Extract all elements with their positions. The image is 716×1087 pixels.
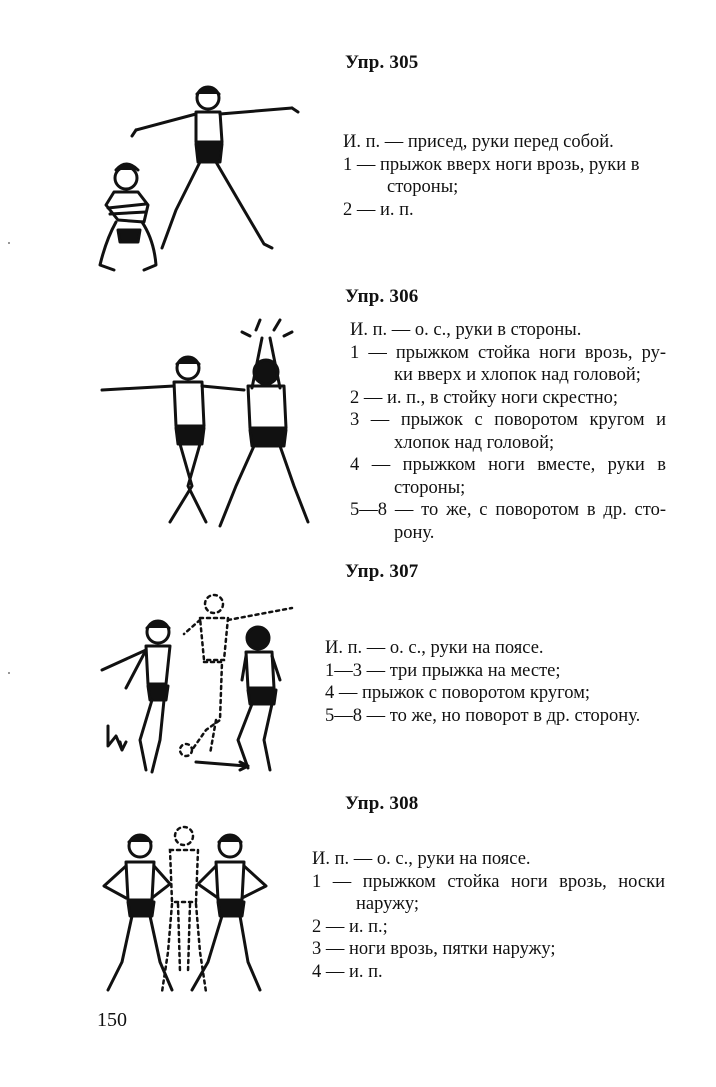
description-line: хлопок над головой; [394,432,555,453]
description-line: ки вверх и хлопок над головой; [394,365,641,385]
description-line: наружу; [356,894,420,914]
description-line: 3 — прыжок с поворотом кругом и [350,410,666,430]
description-line: И. п. — о. с., руки в стороны. [350,320,582,340]
scan-speck [8,242,10,244]
exercise-308-description [312,848,665,983]
description-line: 2 — и. п., в стойку ноги скрестно; [350,387,619,408]
exercise-307-heading: Упр. 307 [345,561,419,582]
exercise-308-heading: Упр. 308 [345,793,419,814]
description-line: 5—8 — то же, с поворотом в др. сто- [350,500,666,520]
exercise-305-figure [96,80,306,280]
exercise-306-heading: Упр. 306 [345,286,419,307]
description-line: 4 — и. п. [312,961,383,982]
exercise-306-description [350,319,666,544]
description-line: 1 — прыжок вверх ноги врозь, руки в [343,154,640,175]
description-line: 1 — прыжком стойка ноги врозь, ру- [350,342,666,363]
feet-position-figures-icon [96,822,286,1002]
clapping-figures-icon [96,316,326,536]
description-line: рону. [394,522,435,543]
description-line: 2 — и. п.; [312,916,388,937]
page-number: 150 [97,1009,127,1031]
exercise-308-figure [96,822,286,1002]
exercise-306-figure [96,316,326,536]
description-line: 1 — прыжком стойка ноги врозь, носки [312,871,665,892]
jumping-figures-icon [96,80,306,280]
description-line: 3 — ноги врозь, пятки наружу; [312,939,556,959]
description-line: стороны; [394,477,466,498]
description-line: 2 — и. п. [343,199,414,220]
description-line: И. п. — присед, руки перед собой. [343,132,614,152]
exercise-305-heading: Упр. 305 [345,52,419,73]
scan-speck [8,672,10,674]
description-line: 4 — прыжок с поворотом кругом; [325,683,591,703]
description-line: 5—8 — то же, но поворот в др. сторону. [325,705,641,726]
exercise-305-description [343,131,643,221]
description-line: И. п. — о. с., руки на поясе. [312,849,531,869]
exercise-307-figure [96,590,306,780]
exercise-307-description [325,637,665,727]
description-line: стороны; [387,177,459,197]
description-line: 1—3 — три прыжка на месте; [325,660,561,681]
description-line: И. п. — о. с., руки на поясе. [325,638,544,658]
description-line: 4 — прыжком ноги вместе, руки в [350,455,666,475]
turning-jump-figures-icon [96,590,306,780]
